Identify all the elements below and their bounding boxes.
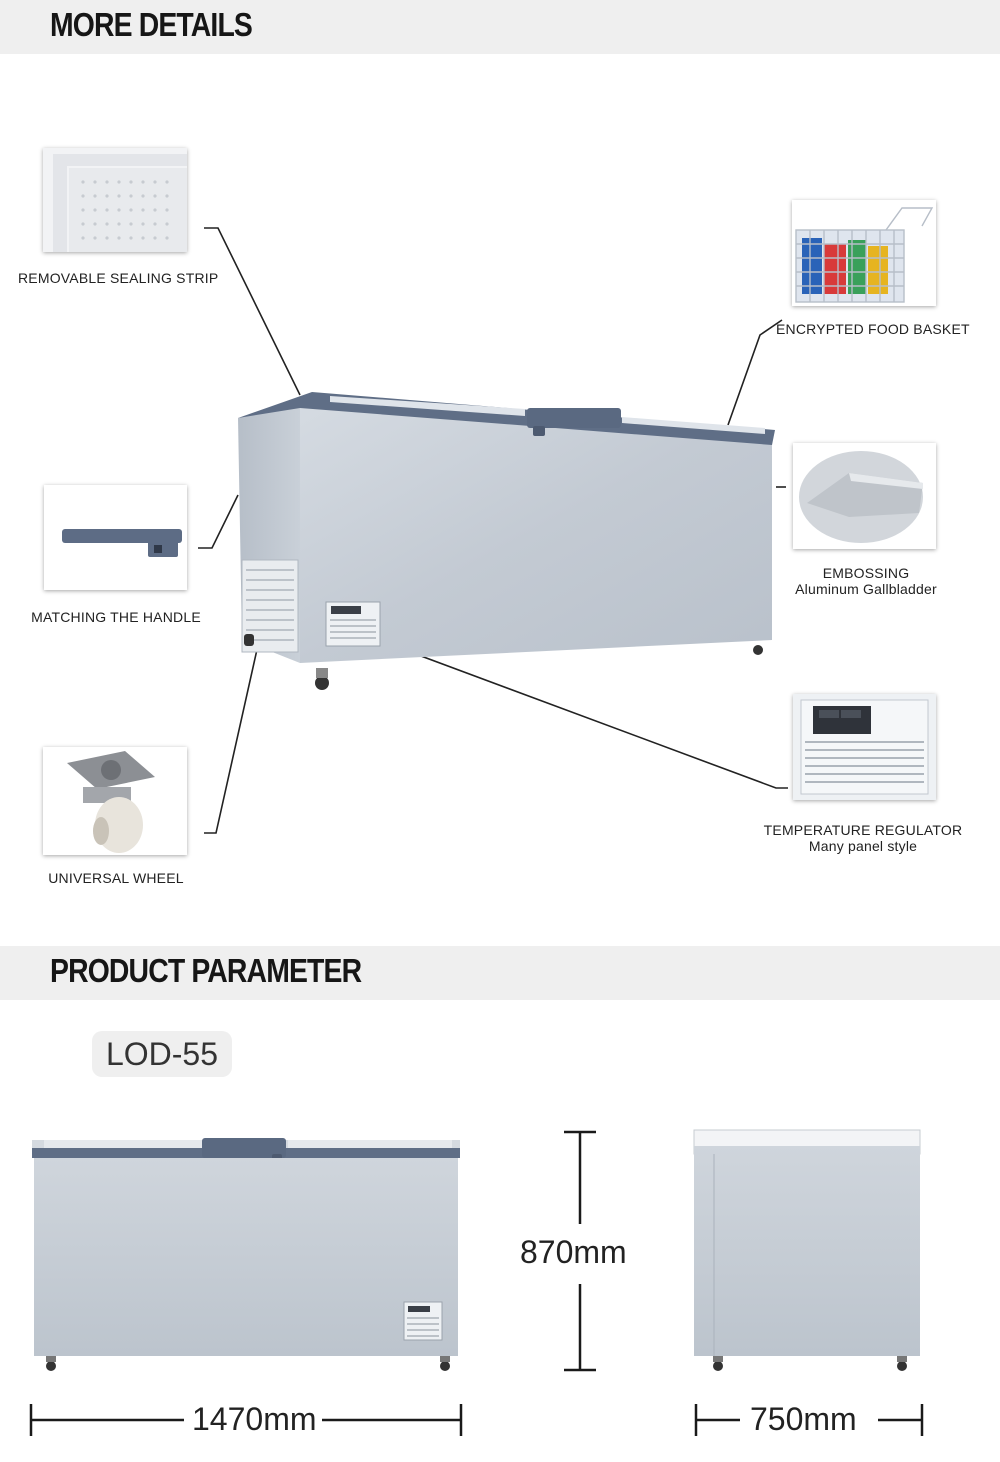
freezer-side-view bbox=[694, 1130, 920, 1371]
model-badge: LOD-55 bbox=[92, 1031, 232, 1077]
feature-subtitle: Aluminum Gallbladder bbox=[795, 581, 937, 597]
width-dimension: 1470mm bbox=[188, 1401, 321, 1438]
feature-title: ENCRYPTED FOOD BASKET bbox=[776, 321, 970, 337]
feature-title: UNIVERSAL WHEEL bbox=[48, 870, 184, 886]
feature-title: TEMPERATURE REGULATOR bbox=[763, 822, 963, 838]
feature-subtitle: Many panel style bbox=[808, 838, 918, 854]
freezer-front-view bbox=[32, 1138, 460, 1371]
height-dimension: 870mm bbox=[516, 1234, 631, 1271]
section-title: PRODUCT PARAMETER bbox=[50, 952, 362, 989]
feature-title: REMOVABLE SEALING STRIP bbox=[18, 270, 219, 286]
feature-title: MATCHING THE HANDLE bbox=[31, 609, 201, 625]
feature-title: EMBOSSING bbox=[822, 565, 910, 581]
depth-dimension: 750mm bbox=[746, 1401, 861, 1438]
section-title: MORE DETAILS bbox=[50, 6, 253, 43]
